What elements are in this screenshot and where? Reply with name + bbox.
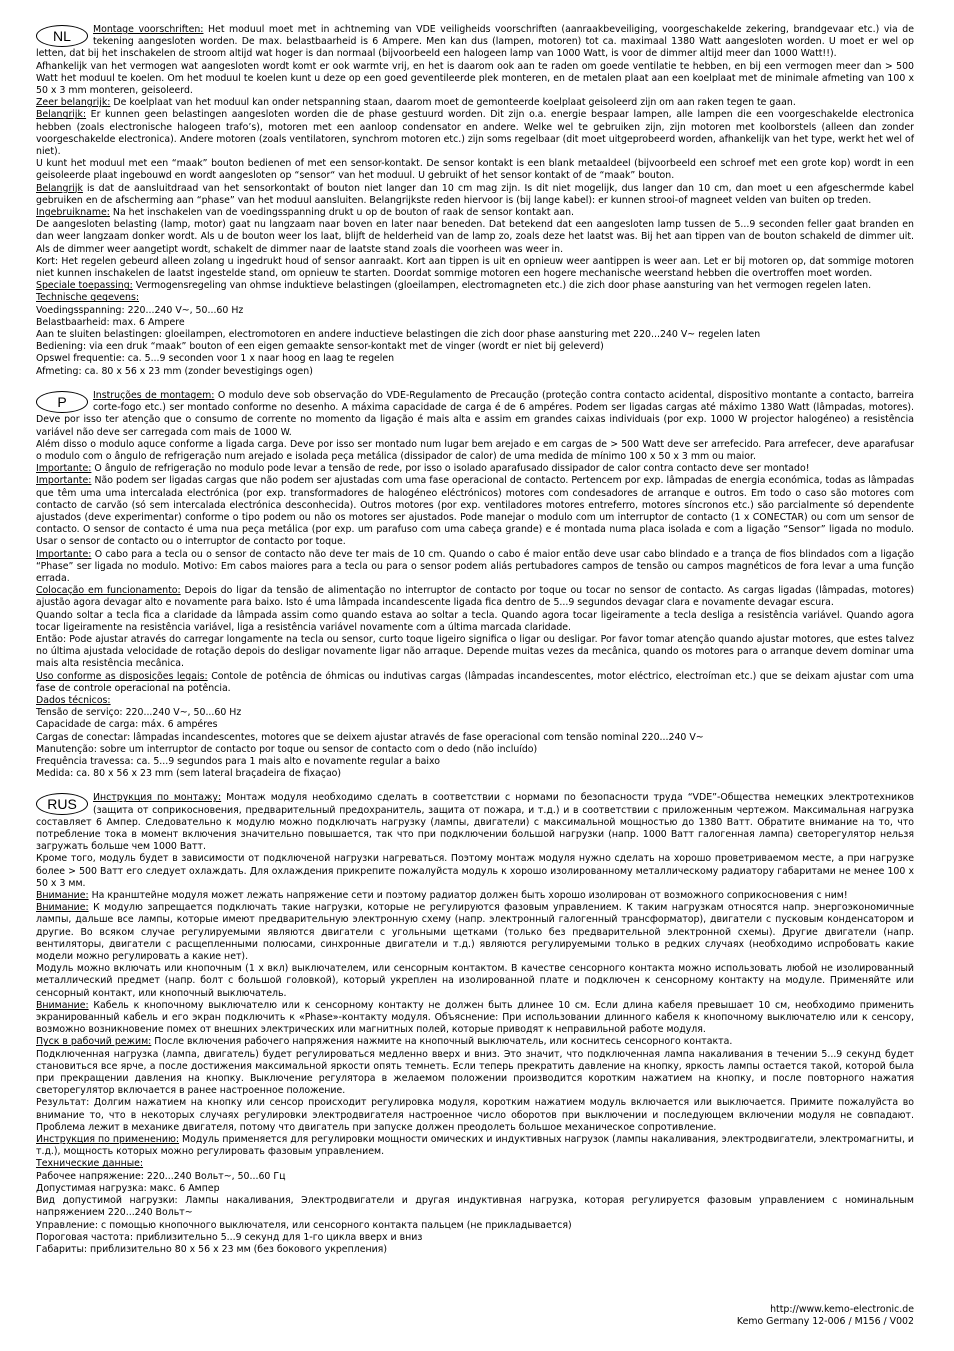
language-badge-rus: RUS — [36, 793, 88, 815]
paragraph — [36, 341, 914, 353]
paragraph-text: O modulo deve sob observação do VDE-Regulamento de Precaução (proteção contra contacto acidental, dispositivo montante a contacto, barreira corte-fogo etc.) ser montado conforme no desenho. A máxima capacidade de carga é de 6 ampéres. Podem ser ligadas cargas até máximo 1380 Watt (lâmpadas, motores). Deve por isso ter atenção que o consumo de corrente no momento da ligação é mais alta e assim em grandes caixas individuais (por exp. 1000 W projector halogéneo) a resistência variável não deve ser carregada com mais de 1000 W. — [36, 389, 914, 438]
paragraph — [36, 329, 914, 341]
paragraph-text: Управление: с помощью кнопочного выключателя, или сенсорного контакта пальцем (не прикладывается) — [36, 1219, 572, 1231]
paragraph — [36, 158, 914, 182]
language-badge-nl: NL — [36, 25, 88, 47]
paragraph — [36, 475, 914, 548]
section-p — [36, 390, 914, 781]
paragraph-text: O ângulo de refrigeração no modulo pode levar a tensão de rede, por isso o isolado aparafusado dissipador de calor contra contacto deve ser montado! — [91, 463, 810, 475]
paragraph-heading: Dados técnicos: — [36, 694, 111, 706]
paragraph-text: Voedingsspanning: 220...240 V~, 50...60 Hz — [36, 304, 244, 316]
paragraph — [36, 1220, 914, 1232]
section-body — [36, 24, 914, 378]
paragraph — [36, 61, 914, 98]
paragraph-text: Kort: Het regelen gebeurd alleen zolang u ingedrukt houd of sensor aanraakt. Kort aan tippen is uit en opnieuw weer aantippen is weer aan. Let er bij motoren op, dat sommige motoren niet kunnen inschakelen de laatst ingestelde stand, om opnieuw te starten. Doordat sommige motoren een hogere mechanische weerstand hebben die overtroffen moet worden. — [36, 255, 914, 280]
paragraph — [36, 183, 914, 207]
paragraph — [36, 585, 914, 609]
footer — [737, 1304, 914, 1329]
paragraph-heading: Montage voorschriften: — [93, 24, 204, 35]
paragraph-text: Então: Pode ajustar através do carregar longamente na tecla ou sensor, curto toque ligeiro significa o ligar ou desligar. Por favor tomar atenção quando ajustar motores, que estes talvez no última ajustada velocidade de rotação depois do desligar novamente ligar não arraque. Depende muitas vezes da mecânica, quando os motores para o arranque devem dominar uma mais alta resistência mecânica. — [36, 633, 914, 670]
paragraph — [36, 890, 914, 902]
paragraph — [36, 768, 914, 780]
paragraph — [36, 634, 914, 671]
paragraph — [36, 463, 914, 475]
paragraph-text: Cargas de conectar: lâmpadas incandescentes, motores que se deixem ajustar através de fase operacional com tensão nominal 220...240 V~ — [36, 731, 704, 743]
section-body — [36, 390, 914, 781]
footer-url[interactable]: http://www.kemo-electronic.de — [770, 1304, 914, 1315]
paragraph-text: Результат: Долгим нажатием на кнопку или сенсор происходит регулировка модуля, коротким нажатием модуль включается или выключается. Примите пожалуйста во внимание то, что в некоторых случаях регулировки электродвигателя настроенное число оборотов при выключении и последующем включении модуля не совпадают. Проблема лежит в механике двигателя, потому что двигатель при запуске должен преодолеть большое механическое сопротивление. — [36, 1097, 914, 1133]
section-body — [36, 792, 914, 1256]
paragraph-heading: Внимание: — [36, 999, 89, 1011]
section-nl — [36, 24, 914, 378]
paragraph — [36, 109, 914, 158]
paragraph-heading: Инструкция по монтажу: — [93, 792, 222, 804]
paragraph-text: Рабочее напряжение: 220...240 Вольт~, 50...60 Гц — [36, 1170, 286, 1182]
paragraph — [36, 24, 914, 61]
paragraph-text: Модуль можно включать или кнопочным (1 x вкл) выключателем, или сенсорным контактом. В качестве сенсорного контакта можно использовать любой не изолированный металлический предмет (напр. болт с большой головкой), который укреплен на изолированной плате и подключен к сенсорному контакту на модуле. Применяйте или сенсорный контакт, или кнопочный выключатель. — [36, 963, 914, 999]
paragraph-text: Het moduul moet met in achtneming van VDE veiligheids voorschriften (aanraakbeveiliging, voorgeschakelde zekering, brandgevaar etc.) via de tekening aangesloten worden. De max. belastbaarheid is 6 Ampere. Men kan dus (lampen, motoren) tot ca. maximaal 1380 Watt aangesloten worden. U moet er wel op letten, dat bij het inschakelen de stroom altijd wat hoger is dan normaal (bijvoorbeeld een halogeen lamp van 1000 Watt, is voor de dimmer altijd meer dan 1000 Watt!!). — [36, 24, 914, 60]
paragraph — [36, 1097, 914, 1134]
paragraph-text: Вид допустимой нагрузки: Лампы накаливания, Электродвигатели и другая индуктивная нагрузка, которая регулируется фазовым управлением с номинальным напряжением 220...240 Вольт~ — [36, 1195, 914, 1219]
paragraph-heading: Importante: — [36, 463, 92, 475]
paragraph — [36, 792, 914, 853]
paragraph-text: De aangesloten belasting (lamp, motor) gaat nu langzaam naar boven en later naar beneden. Dat betekend dat een aangesloten lamp tussen de 5...9 seconden feller gaat branden en dan weer langzaam donker wordt. Als u de bouton weer los laat, blijft de helderheid van de lamp zo, zoals deze het laatst was. Bij het aan tippen van de bouton schakeld de dimmer uit. Als de dimmer weer aangetipt wordt, schakelt de dimmer naar de laatste stand zoals die voorheen was weer in. — [36, 219, 914, 255]
paragraph-text: Допустимая нагрузка: макс. 6 Ампер — [36, 1182, 220, 1194]
paragraph-text: На кранштейне модуля может лежать напряжение сети и поэтому радиатор должен быть хорошо изолирован от возможного соприкосновения с ним! — [88, 890, 848, 902]
paragraph-heading: Технические данные: — [36, 1158, 144, 1170]
document-page — [36, 24, 914, 1256]
paragraph-text: O cabo para a tecla ou o sensor de contacto não deve ter mais de 10 cm. Quando o cabo é maior então deve usar cabo blindado e a trança de fios blindados com a ligação “Phase” ser ligada no modulo. Motivo: Em cabos maiores para a tecla ou para o sensor podem aliás pertubadores campos de tensão ou campos magnéticos de fora levar a uma função errada. — [36, 548, 914, 584]
paragraph-text: Afmeting: ca. 80 x 56 x 23 mm (zonder bevestigings ogen) — [36, 365, 313, 377]
paragraph-text: Подключенная нагрузка (лампа, двигатель) будет регулироваться медленно вверх и вниз. Это значит, что подключенная лампа накаливания в течении 5...9 секунд будет становиться все ярче, а после достижения максимальной яркости опять темнеть. Если теперь прекратить давление на кнопку, яркость лампы остается такой, которой была при прекращении давления на кнопку. Выключение регулятора в желаемом положении производится коротким нажатием на кнопку, и после повторного нажатия светорегулятор включается в ранее настроенное положение. — [36, 1048, 914, 1097]
paragraph — [36, 610, 914, 634]
paragraph-heading: Importante: — [36, 548, 92, 560]
paragraph-text: Medida: ca. 80 x 56 x 23 mm (sem lateral braçadeira de fixaçao) — [36, 768, 342, 780]
paragraph-text: Manutenção: sobre um interruptor de contacto por toque ou sensor de contacto com o dedo (não incluído) — [36, 743, 538, 755]
paragraph — [36, 390, 914, 439]
paragraph-text: De koelplaat van het moduul kan onder netspanning staan, daarom moet de gemonteerde koelplaat geisoleerd zijn om aan raken tegen te gaan. — [110, 97, 796, 109]
paragraph — [36, 1171, 914, 1183]
paragraph-text: К модулю запрещается подключать такие нагрузки, которые не регулируются фазовым управлением. К таким нагрузкам относятся напр. энергоэкономичные лампы, дальше все лампы, которые имеют предварительную электронную схему (напр. электронный галогенный трансформатор), двигатели с пусковым конденсатором и другие. Во всяком случае регулируемыми являются двигатели с угольными щетками (только без предварительной электронной схемы). Другие двигатели (напр. вентиляторы, двигатели с расщепленными полюсами, синхронные двигатели и т.д.) являются регулируемыми только в редких случаях (необходимо испробовать какие модели можно регулировать а какие нет). — [36, 902, 914, 963]
paragraph-heading: Colocação em funcionamento: — [36, 585, 181, 597]
paragraph-text: Пороговая частота: приблизительно 5...9 секунд для 1-го цикла вверх и вниз — [36, 1231, 423, 1243]
paragraph — [36, 292, 914, 304]
paragraph-text: Quando soltar a tecla fica a claridade da lâmpada assim como quando estava ao soltar a tecla. Quando agora tocar ligeiramente a tecla desliga a resistência variável. Quando agora tocar ligeiramente na resistência variável, liga a resistência variável novamente com a última marcada claridade. — [36, 609, 914, 633]
paragraph-text: Contole de potência de óhmicas ou indutivas cargas (lâmpadas incandescentes, motor eléctrico, electroíman etc.) que se deixam ajustar com uma fase de controle operacional na potência. — [36, 670, 914, 694]
paragraph-text: Модуль применяется для регулировки мощности омических и индуктивных нагрузок (лампы накаливания, электродвигатели, электромагниты, и т.д.), мощность которых можно регулировать фазовым управлением. — [36, 1134, 915, 1158]
paragraph-text: Belastbaarheid: max. 6 Ampere — [36, 316, 185, 328]
paragraph-text: Bediening: via een druk “maak” bouton of een eigen gemaakte sensor-kontakt met de vinger (wordt er niet bij geleverd) — [36, 341, 604, 353]
paragraph-text: U kunt het moduul met een “maak” bouton bedienen of met een sensor-kontakt. De sensor kontakt is een blank metaaldeel (bijvoorbeeld een schroef met een grote kop) wordt in een geisoleerde plaat ingebouwd en wordt aangesloten op “sensor“ van het moduul. U gebruikt of het sensor kontakt of de “maak” bouton. — [36, 158, 914, 182]
paragraph-heading: Instruções de montagem: — [93, 389, 215, 401]
paragraph-text: Depois do ligar da tensão de alimentação no interruptor de contacto por toque ou tocar no sensor de contacto. As cargas ligadas (lâmpadas, motores) ajustão agora devagar alto e novamente para baixo. Isto é uma lâmpada incandescente ligada fica dentro de 5...9 segundos devagar clara e novamente devagar escura. — [36, 585, 915, 609]
paragraph — [36, 280, 914, 292]
paragraph — [36, 707, 914, 719]
paragraph-heading: Belangrijk — [36, 182, 83, 194]
paragraph — [36, 366, 914, 378]
paragraph — [36, 1134, 914, 1158]
paragraph — [36, 256, 914, 280]
paragraph — [36, 756, 914, 768]
paragraph — [36, 1036, 914, 1048]
paragraph — [36, 1158, 914, 1170]
paragraph-text: Aan te sluiten belastingen: gloeilampen, electromotoren en andere inductieve belastingen die zich door phase aansturing met 220...240 V~ regelen laten — [36, 329, 761, 341]
paragraph — [36, 549, 914, 586]
paragraph-text: Tensão de serviço: 220...240 V~, 50...60 Hz — [36, 707, 242, 719]
paragraph — [36, 1000, 914, 1037]
paragraph-heading: Пуск в рабочий режим: — [36, 1036, 152, 1048]
paragraph — [36, 1195, 914, 1219]
language-badge-p: P — [36, 391, 88, 413]
paragraph-text: Frequência travessa: ca. 5...9 segundos para 1 mais alto e novamente regular a baixo — [36, 755, 441, 767]
paragraph — [36, 1244, 914, 1256]
paragraph — [36, 207, 914, 219]
paragraph-heading: Importante: — [36, 475, 92, 487]
paragraph — [36, 732, 914, 744]
paragraph-text: Na het inschakelen van de voedingsspanning drukt u op de bouton of raak de sensor kontakt aan. — [109, 207, 574, 219]
paragraph-text: Er kunnen geen belastingen aangesloten worden die de phase gestuurd worden. Dit zijn o.a. energie bespaar lampen, alle lampen die een voorgeschakelde electronica hebben (zoals electronische halogeen trafo’s), motoren met een aanloop condensator en andere. Welke wel te gebruiken zijn, zijn motoren met koolborstels (alleen dan zonder voorgeschakelde electronica). Andere motoren (zoals ventilatoren, synchrom motoren etc.) zijn soms regelbaar (dit moet uitgeprobeerd worden, afhankelijk van het type, werkt het wel of niet). — [36, 109, 914, 158]
paragraph-heading: Ingebruikname: — [36, 207, 110, 219]
section-rus — [36, 792, 914, 1256]
paragraph-heading: Uso conforme as disposições legais: — [36, 670, 208, 682]
paragraph-heading: Technische gegevens: — [36, 292, 140, 304]
paragraph-text: Кабель к кнопочному выключателю или к сенсорному контакту не должен быть длинее 10 см. Если длина кабеля превышает 10 см, необходимо применить экранированный кабель и его экран подключить к «Phase»-контакту модуля. Объяснение: При использовании длинного кабеля к кнопочному выключателю или к сенсору, возможно возникновение помех от внешних электрических или магнитных полей, которые приводят к неправильной работе модуля. — [36, 999, 914, 1036]
paragraph — [36, 719, 914, 731]
paragraph — [36, 97, 914, 109]
paragraph — [36, 1232, 914, 1244]
paragraph-heading: Внимание: — [36, 890, 89, 902]
paragraph — [36, 1183, 914, 1195]
paragraph — [36, 317, 914, 329]
paragraph-heading: Инструкция по применению: — [36, 1134, 180, 1146]
paragraph-text: Opswel frequentie: ca. 5...9 seconden voor 1 x naar hoog en laag te regelen — [36, 353, 395, 365]
paragraph-text: Afhankelijk van het vermogen wat aangesloten wordt komt er ook warmte vrij, en het is daarom ook aan te raden om goede ventilatie te hebben, en bij een vermogen meer dan > 500 Watt het moduul te koelen. Om het moduul te koelen kunt u deze op een goed geventileerde plek monteren, en de metalen plaat aan een koelplaat met de minimale afmeting van 100 x 50 x 3 mm monteren, geisoleerd. — [36, 60, 914, 97]
paragraph-heading: Zeer belangrijk: — [36, 97, 111, 109]
paragraph-text: Монтаж модуля необходимо сделать в соответствии с нормами по безопасности труда “VDE”-Общества немецких электротехников (защита от соприкосновения, предварительный предохранитель, защита от пожара, и т.д.) и в соответствии с приложенным чертежом. Максимальная нагрузка составляет 6 Ампер. Следовательно к модулю можно подключать нагрузку (лампы, двигатели) с максимальной мощностью до 1380 Ватт. Обратите внимание на то, что потребление тока в момент включения значительно повышается, так что при подключении большой нагрузки (напр. 1000 Ватт галогенная лампа) светорегулятор нельзя загружать больше чем 1000 Ватт. — [36, 792, 915, 853]
paragraph — [36, 1049, 914, 1098]
paragraph — [36, 695, 914, 707]
paragraph — [36, 353, 914, 365]
paragraph — [36, 305, 914, 317]
paragraph — [36, 671, 914, 695]
paragraph-heading: Belangrijk: — [36, 109, 87, 121]
paragraph-text: Габариты: приблизительно 80 x 56 x 23 мм (без бокового укрепления) — [36, 1243, 387, 1255]
paragraph-text: is dat de aansluitdraad van het sensorkontakt of bouton niet langer dan 10 cm mag zijn. Is dit niet mogelijk, dus langer dan 10 cm, dan moet u een afgeschermde kabel gebruiken en de afscherming aan “phase” van het moduul aansluiten. Belangrijkste reden hiervoor is (bij lange kabel): er kunnen strooi-of magneet velden van buiten op treden. — [36, 182, 914, 206]
paragraph-text: После включения рабочего напряжения нажмите на кнопочный выключатель, или коснитесь сенсорного контакта. — [151, 1036, 733, 1048]
footer-code: Kemo Germany 12-006 / M156 / V002 — [736, 1316, 914, 1328]
paragraph-heading: Speciale toepassing: — [36, 280, 133, 292]
paragraph — [36, 902, 914, 963]
paragraph — [36, 219, 914, 256]
paragraph-heading: Внимание: — [36, 902, 89, 914]
paragraph — [36, 963, 914, 1000]
paragraph — [36, 439, 914, 463]
paragraph — [36, 744, 914, 756]
paragraph-text: Não podem ser ligadas cargas que não podem ser ajustadas com uma fase operacional de contacto. Pertencem por exp. lâmpadas de energia económica, todas as lâmpadas que têm uma uma intercalada electrónica (por exp. transformadores de halogéneo eléctrónicos) motores com condesadores de arranque e outros. Em todo o caso são motores com contacto de carvão (só sem intercalada electrónica desconhecida). Outros motores (por exp. ventiladores motores entreferro, motores síncronos etc.) são parcialmente só dependente ajustados (deve experimentar) conforme o tipo podem ou não os motores ser ajustados. Pode manejar o modulo com um interruptor de contacto (1 x CONECTAR) ou com um sensor de contacto. O sensor de contacto é uma nua peça metálica (por exp. um parafuso com uma cabeça grande) e é montada numa placa isolada e com a ligação “Sensor” ligada no modulo. Usar o sensor de contacto ou o interruptor de contacto por toque. — [36, 475, 914, 548]
paragraph — [36, 853, 914, 890]
paragraph-text: Além disso o modulo aquce conforme a ligada carga. Deve por isso ser montado num lugar bem arejado e em cargas de > 500 Watt deve ser arrefecido. Para arrefecer, deve aparafusar o modulo com o ângulo de refrigeração num arejado e isolada peça metálica (dissipador de calor) de uma medida de mínimo 100 x 50 x 3 mm ou maior. — [36, 438, 914, 462]
paragraph-text: Vermogensregeling van ohmse induktieve belastingen (gloeilampen, electromagneten etc.) die zich door phase aansturing van het vermogen regelen laten. — [132, 280, 872, 292]
paragraph-text: Кроме того, модуль будет в зависимости от подключеной нагрузки нагреваться. Поэтому монтаж модуля нужно сделать на хорошо проветриваемом месте, а при нагрузке более > 500 Ватт его следует охлаждать. Для охлаждения прикрепите пожалуйста модуль к хорошо изолированному металлическому радиатору габаритами не менее 100 x 50 x 3 мм. — [36, 853, 914, 889]
paragraph-text: Capacidade de carga: máx. 6 ampéres — [36, 719, 218, 731]
